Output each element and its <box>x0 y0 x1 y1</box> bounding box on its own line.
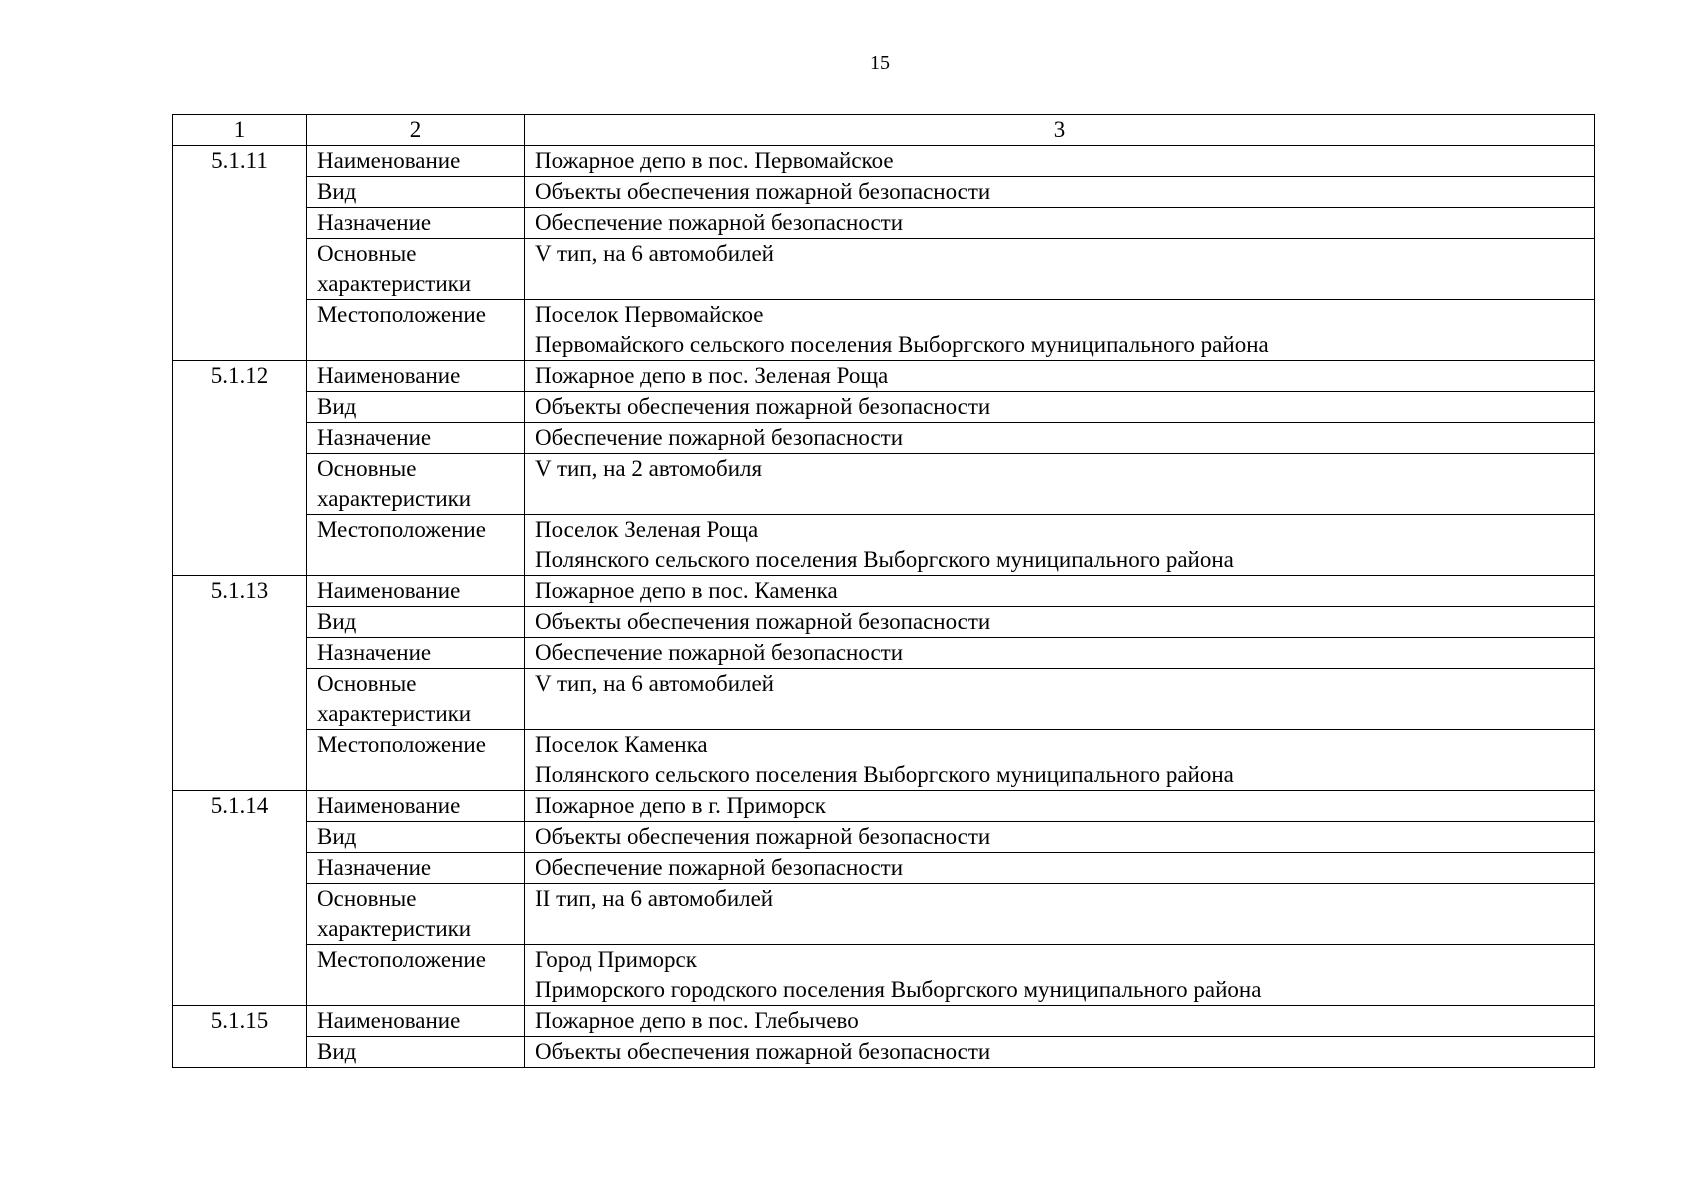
field-value <box>525 822 1595 853</box>
objects-table <box>172 114 1595 1068</box>
cell-text-line: Вид <box>317 609 357 634</box>
item-number: 5.1.15 <box>173 1006 307 1068</box>
field-value <box>525 730 1595 791</box>
cell-text-line: Основные <box>317 456 417 481</box>
field-value <box>525 1037 1595 1068</box>
field-label <box>307 853 525 884</box>
column-header-3: 3 <box>525 115 1595 146</box>
field-value <box>525 146 1595 177</box>
field-label <box>307 669 525 730</box>
cell-text-line: Пожарное депо в пос. Каменка <box>535 578 838 603</box>
table-row <box>173 208 1595 239</box>
field-label <box>307 239 525 300</box>
table-row <box>173 515 1595 576</box>
cell-text-line: Вид <box>317 394 357 419</box>
cell-text-line: Обеспечение пожарной безопасности <box>535 210 904 235</box>
cell-text-line: Основные <box>317 241 417 266</box>
item-number: 5.1.13 <box>173 576 307 791</box>
cell-text-line: Пожарное депо в пос. Первомайское <box>535 148 894 173</box>
cell-text-line: Пожарное депо в пос. Зеленая Роща <box>535 363 889 388</box>
table-row <box>173 361 1595 392</box>
table-row <box>173 1006 1595 1037</box>
cell-text-line: характеристики <box>317 916 472 941</box>
cell-text-line: Обеспечение пожарной безопасности <box>535 425 904 450</box>
field-value <box>525 945 1595 1006</box>
table-row <box>173 1037 1595 1068</box>
page-number: 15 <box>870 52 890 74</box>
field-value <box>525 515 1595 576</box>
field-label <box>307 454 525 515</box>
cell-text-line: Местоположение <box>317 947 486 972</box>
cell-text-line: Обеспечение пожарной безопасности <box>535 855 904 880</box>
field-value <box>525 853 1595 884</box>
table-row <box>173 669 1595 730</box>
field-value <box>525 423 1595 454</box>
field-value <box>525 791 1595 822</box>
field-value <box>525 392 1595 423</box>
cell-text-line: Наименование <box>317 578 461 603</box>
table-row <box>173 791 1595 822</box>
field-label <box>307 884 525 945</box>
table-row <box>173 576 1595 607</box>
table-row <box>173 884 1595 945</box>
field-label <box>307 146 525 177</box>
cell-text-line: Обеспечение пожарной безопасности <box>535 640 904 665</box>
field-label <box>307 300 525 361</box>
field-value <box>525 177 1595 208</box>
cell-text-line: Город Приморск <box>535 947 697 972</box>
item-number: 5.1.11 <box>173 146 307 361</box>
cell-text-line: Основные <box>317 671 417 696</box>
cell-text-line: Поселок Каменка <box>535 732 708 757</box>
cell-text-line: Назначение <box>317 210 432 235</box>
cell-text-line: Вид <box>317 824 357 849</box>
field-value <box>525 239 1595 300</box>
cell-text-line: Пожарное депо в пос. Глебычево <box>535 1008 859 1033</box>
field-label <box>307 576 525 607</box>
table-row <box>173 822 1595 853</box>
field-value <box>525 361 1595 392</box>
table-row <box>173 638 1595 669</box>
field-label <box>307 730 525 791</box>
field-value <box>525 576 1595 607</box>
cell-text-line: Полянского сельского поселения Выборгского муниципального района <box>535 762 1234 787</box>
cell-text-line: Объекты обеспечения пожарной безопасности <box>535 1039 991 1064</box>
field-label <box>307 1037 525 1068</box>
field-label <box>307 515 525 576</box>
field-label <box>307 607 525 638</box>
field-label <box>307 945 525 1006</box>
field-value <box>525 884 1595 945</box>
cell-text-line: Наименование <box>317 793 461 818</box>
cell-text-line: Объекты обеспечения пожарной безопасности <box>535 179 991 204</box>
field-value <box>525 638 1595 669</box>
cell-text-line: Пожарное депо в г. Приморск <box>535 793 826 818</box>
field-value <box>525 669 1595 730</box>
field-label <box>307 1006 525 1037</box>
field-label <box>307 177 525 208</box>
field-label <box>307 638 525 669</box>
item-number: 5.1.14 <box>173 791 307 1006</box>
cell-text-line: Поселок Зеленая Роща <box>535 517 759 542</box>
cell-text-line: Объекты обеспечения пожарной безопасности <box>535 394 991 419</box>
table-row <box>173 454 1595 515</box>
cell-text-line: V тип, на 6 автомобилей <box>535 671 774 696</box>
cell-text-line: II тип, на 6 автомобилей <box>535 886 774 911</box>
cell-text-line: Объекты обеспечения пожарной безопасности <box>535 609 991 634</box>
table-header-row <box>173 115 1595 146</box>
column-header-2: 2 <box>307 115 525 146</box>
table-row <box>173 300 1595 361</box>
cell-text-line: Местоположение <box>317 302 486 327</box>
field-label <box>307 822 525 853</box>
cell-text-line: V тип, на 2 автомобиля <box>535 456 763 481</box>
cell-text-line: Назначение <box>317 640 432 665</box>
cell-text-line: Приморского городского поселения Выборгского муниципального района <box>535 977 1262 1002</box>
field-value <box>525 300 1595 361</box>
field-label <box>307 392 525 423</box>
table-row <box>173 853 1595 884</box>
table-row <box>173 607 1595 638</box>
cell-text-line: Вид <box>317 179 357 204</box>
cell-text-line: Поселок Первомайское <box>535 302 764 327</box>
cell-text-line: Наименование <box>317 363 461 388</box>
field-value <box>525 454 1595 515</box>
item-number: 5.1.12 <box>173 361 307 576</box>
column-header-1: 1 <box>173 115 307 146</box>
table-body <box>173 115 1595 1068</box>
field-value <box>525 208 1595 239</box>
field-label <box>307 208 525 239</box>
table-row <box>173 423 1595 454</box>
cell-text-line: Основные <box>317 886 417 911</box>
cell-text-line: Вид <box>317 1039 357 1064</box>
table-row <box>173 392 1595 423</box>
cell-text-line: характеристики <box>317 701 472 726</box>
cell-text-line: характеристики <box>317 271 472 296</box>
field-label <box>307 361 525 392</box>
field-value <box>525 1006 1595 1037</box>
table-row <box>173 239 1595 300</box>
table-row <box>173 146 1595 177</box>
cell-text-line: характеристики <box>317 486 472 511</box>
cell-text-line: Объекты обеспечения пожарной безопасности <box>535 824 991 849</box>
cell-text-line: Наименование <box>317 148 461 173</box>
cell-text-line: Назначение <box>317 855 432 880</box>
cell-text-line: Наименование <box>317 1008 461 1033</box>
field-label <box>307 423 525 454</box>
field-value <box>525 607 1595 638</box>
cell-text-line: Местоположение <box>317 732 486 757</box>
cell-text-line: Местоположение <box>317 517 486 542</box>
table-row <box>173 945 1595 1006</box>
cell-text-line: Первомайского сельского поселения Выборгского муниципального района <box>535 332 1269 357</box>
table-row <box>173 730 1595 791</box>
cell-text-line: Полянского сельского поселения Выборгского муниципального района <box>535 547 1234 572</box>
field-label <box>307 791 525 822</box>
table-row <box>173 177 1595 208</box>
cell-text-line: Назначение <box>317 425 432 450</box>
cell-text-line: V тип, на 6 автомобилей <box>535 241 774 266</box>
